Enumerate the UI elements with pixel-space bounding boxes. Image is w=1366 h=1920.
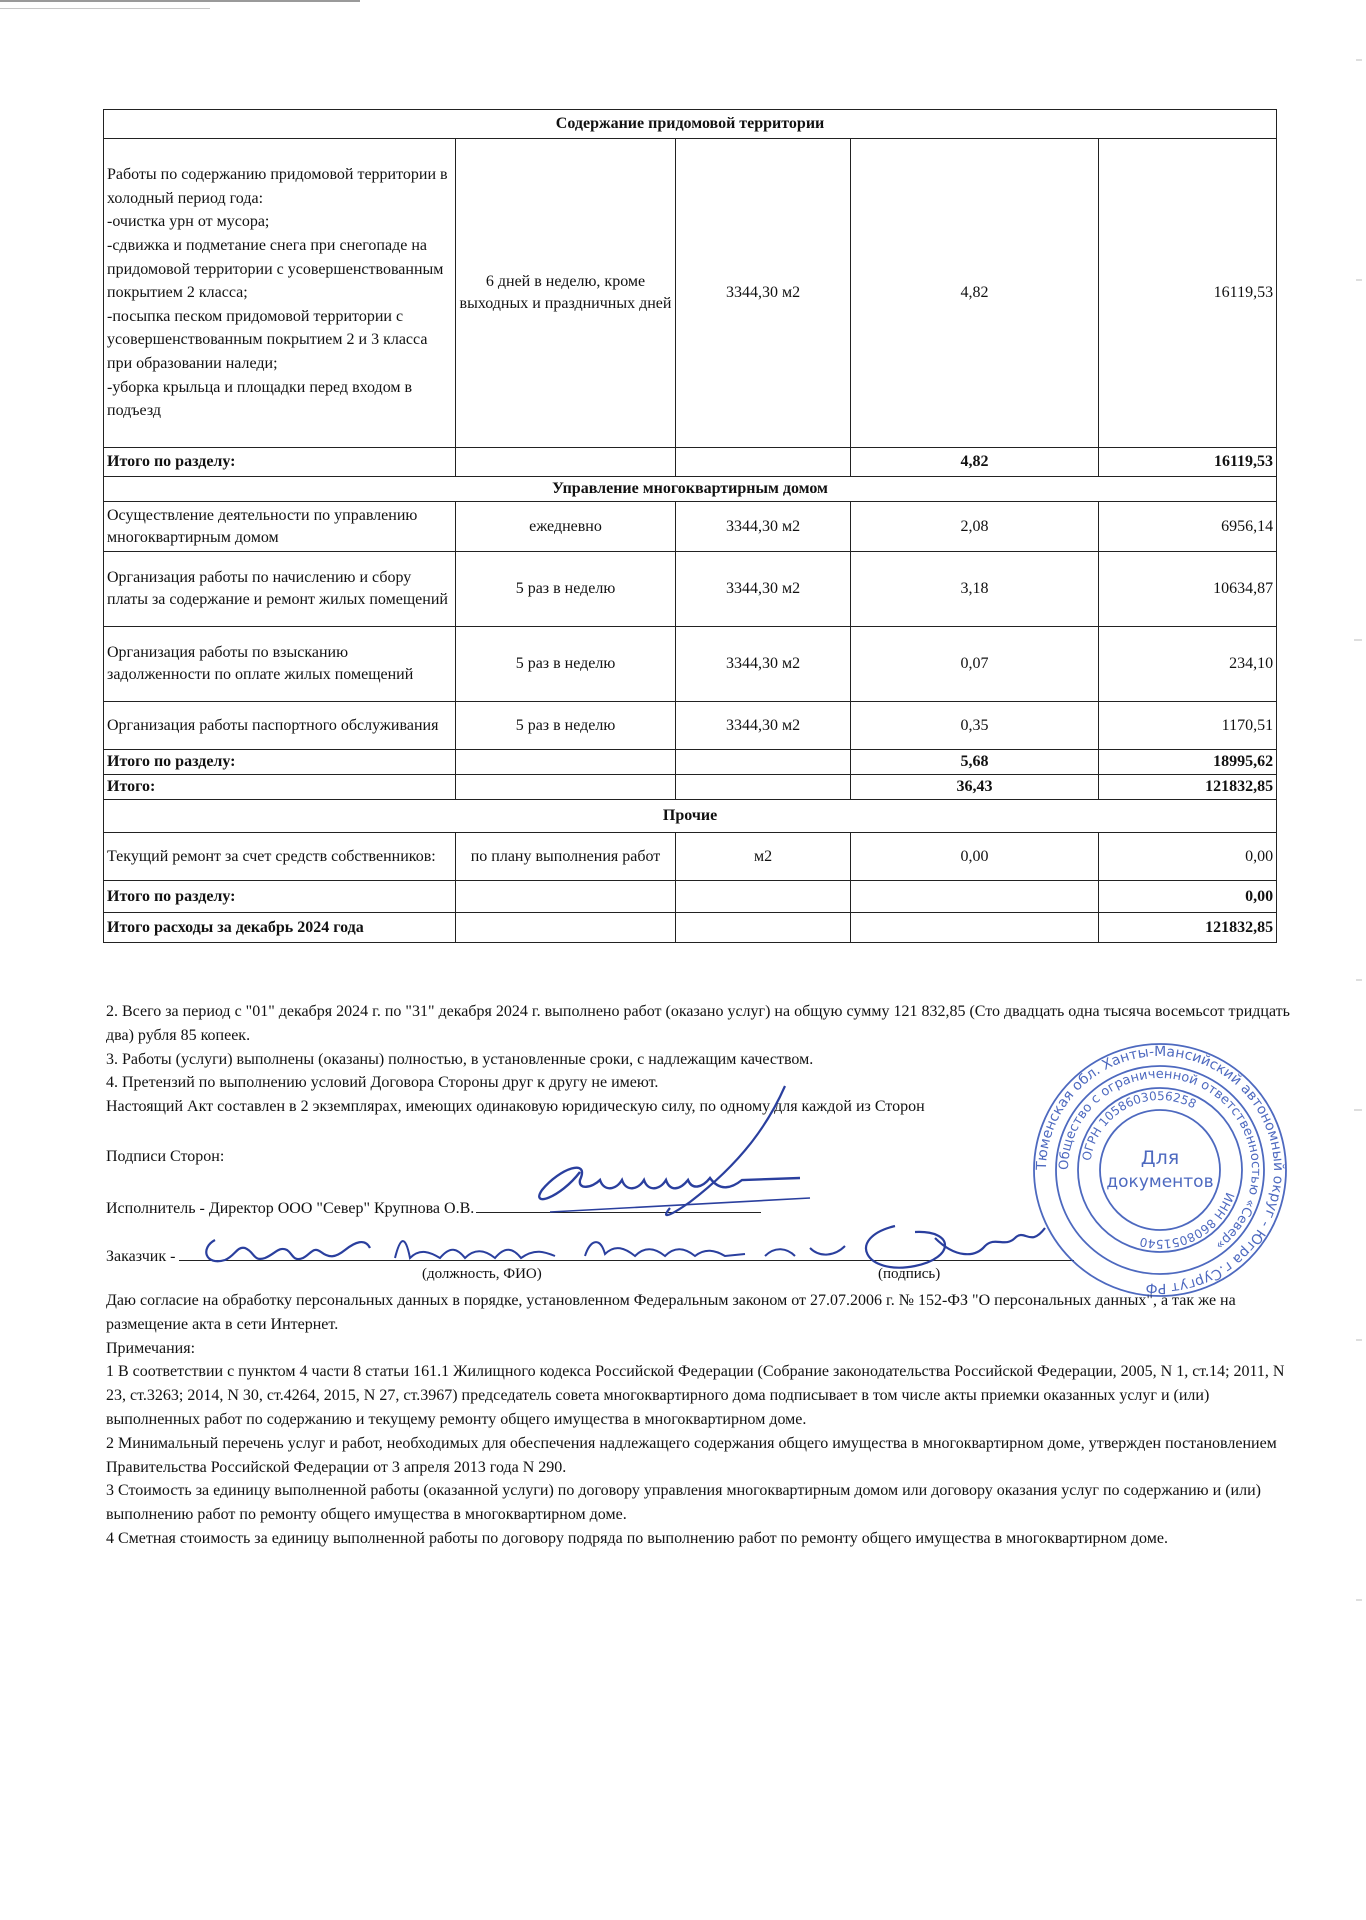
total-sum: 121832,85 xyxy=(1099,775,1277,800)
work-frequency: ежедневно xyxy=(456,502,676,552)
stamp-center-line2: документов xyxy=(1106,1172,1214,1192)
work-description: Организация работы по взысканию задолженности по оплате жилых помещений xyxy=(104,627,456,702)
stamp-middle-text: Общество с ограниченной ответственностью «Север» xyxy=(1056,1066,1264,1253)
scan-edge-line xyxy=(0,8,210,9)
note-2: 2 Минимальный перечень услуг и работ, необходимых для обеспечения надлежащего содержания общего имущества в многоквартирном доме, утвержден постановлением Правительства Российской Федерации от 3 апреля 2013 года N 290. xyxy=(106,1434,1277,1476)
empty-cell xyxy=(456,913,676,943)
subtotal-sum: 0,00 xyxy=(1099,881,1277,913)
empty-cell xyxy=(456,750,676,775)
work-rate: 3,18 xyxy=(851,552,1099,627)
work-area: 3344,30 м2 xyxy=(676,552,851,627)
consent-text: Даю согласие на обработку персональных данных в порядке, установленном Федеральным законом от 27.07.2006 г. № 152-ФЗ "О персональных данных", а так же на размещение акта в сети Интернет. xyxy=(106,1292,1236,1333)
stamp-ogrn: ОГРН 1058603056258 xyxy=(1079,1088,1199,1162)
empty-cell xyxy=(676,448,851,477)
subtotal-label: Итого по разделу: xyxy=(104,448,456,477)
empty-cell xyxy=(676,750,851,775)
grand-total-sum: 121832,85 xyxy=(1099,913,1277,943)
position-hint: (должность, ФИО) xyxy=(422,1266,542,1282)
signature-hint: (подпись) xyxy=(878,1266,941,1282)
empty-cell xyxy=(456,775,676,800)
empty-cell xyxy=(676,881,851,913)
work-rate: 4,82 xyxy=(851,139,1099,448)
executor-signature xyxy=(520,1080,830,1230)
works-table xyxy=(103,109,1277,943)
work-frequency: 5 раз в неделю xyxy=(456,627,676,702)
work-rate: 0,07 xyxy=(851,627,1099,702)
customer-signature xyxy=(195,1218,1075,1278)
work-description: Работы по содержанию придомовой территории в холодный период года: -очистка урн от мусора; -сдвижка и подметание снега при снегопаде на придомовой территории с усовершенствованным покрытием 2 класса; -посыпка песком придомовой территории с усовершенствованным покрытием 2 и 3 класса при образовании наледи; -уборка крыльца и площадки перед входом в подъезд xyxy=(104,139,456,448)
work-sum: 234,10 xyxy=(1099,627,1277,702)
paragraph-quality: 3. Работы (услуги) выполнены (оказаны) полностью, в установленные сроки, с надлежащим качеством. xyxy=(106,1050,814,1068)
empty-cell xyxy=(676,913,851,943)
work-area: 3344,30 м2 xyxy=(676,139,851,448)
work-frequency: 5 раз в неделю xyxy=(456,702,676,750)
paragraph-total-amount: 2. Всего за период с "01" декабря 2024 г. по "31" декабря 2024 г. выполнено работ (оказано услуг) на общую сумму 121 832,85 (Сто двадцать одна тысяча восемьсот тридцать два) рубля 85 копеек. xyxy=(106,1003,1290,1044)
empty-cell xyxy=(456,448,676,477)
section-title: Управление многоквартирным домом xyxy=(104,477,1277,502)
total-rate: 36,43 xyxy=(851,775,1099,800)
empty-cell xyxy=(456,881,676,913)
work-description: Организация работы паспортного обслуживания xyxy=(104,702,456,750)
work-rate: 2,08 xyxy=(851,502,1099,552)
work-rate: 0,00 xyxy=(851,833,1099,881)
paragraph-claims: 4. Претензий по выполнению условий Договора Стороны друг к другу не имеют. xyxy=(106,1074,659,1092)
empty-cell xyxy=(851,881,1099,913)
grand-total-label: Итого расходы за декабрь 2024 года xyxy=(104,913,456,943)
work-frequency: 5 раз в неделю xyxy=(456,552,676,627)
subtotal-label: Итого по разделу: xyxy=(104,750,456,775)
work-sum: 6956,14 xyxy=(1099,502,1277,552)
work-area: м2 xyxy=(676,833,851,881)
total-label: Итого: xyxy=(104,775,456,800)
work-description: Организация работы по начислению и сбору платы за содержание и ремонт жилых помещений xyxy=(104,552,456,627)
work-area: 3344,30 м2 xyxy=(676,627,851,702)
work-sum: 16119,53 xyxy=(1099,139,1277,448)
notes-block xyxy=(106,1289,1306,1551)
subtotal-rate: 5,68 xyxy=(851,750,1099,775)
executor-label: Исполнитель - Директор ООО "Север" Крупнова О.В. xyxy=(106,1200,475,1217)
scan-edge-marks xyxy=(1326,0,1366,1920)
work-sum: 0,00 xyxy=(1099,833,1277,881)
subtotal-rate: 4,82 xyxy=(851,448,1099,477)
note-1: 1 В соответствии с пунктом 4 части 8 статьи 161.1 Жилищного кодекса Российской Федерации (Собрание законодательства Российской Федерации, 2005, N 1, ст.14; 2011, N 23, ст.3263; 2014, N 30, ст.4264, 2015, N 27, ст.3967) председатель совета многоквартирного дома подписывает в том числе акты приемки оказанных услуг и (или) выполненных работ по содержанию и текущему ремонту общего имущества в многоквартирном доме. xyxy=(106,1363,1285,1428)
work-description: Текущий ремонт за счет средств собственников: xyxy=(104,833,456,881)
work-description: Осуществление деятельности по управлению многоквартирным домом xyxy=(104,502,456,552)
work-area: 3344,30 м2 xyxy=(676,502,851,552)
signatures-title: Подписи Сторон: xyxy=(106,1148,225,1165)
work-rate: 0,35 xyxy=(851,702,1099,750)
customer-label: Заказчик - xyxy=(106,1248,176,1265)
section-title: Прочие xyxy=(104,800,1277,833)
stamp-outer-text: Тюменская обл. Ханты-Мансийский автономный округ - Югра г.Сургут РФ xyxy=(1033,1043,1287,1297)
work-sum: 1170,51 xyxy=(1099,702,1277,750)
work-frequency: 6 дней в неделю, кроме выходных и праздничных дней xyxy=(456,139,676,448)
stamp-center-line1: Для xyxy=(1140,1147,1180,1169)
empty-cell xyxy=(676,775,851,800)
work-area: 3344,30 м2 xyxy=(676,702,851,750)
notes-title: Примечания: xyxy=(106,1339,196,1357)
subtotal-sum: 18995,62 xyxy=(1099,750,1277,775)
work-frequency: по плану выполнения работ xyxy=(456,833,676,881)
stamp-inn: ИНН 8608051540 xyxy=(1138,1190,1237,1252)
subtotal-label: Итого по разделу: xyxy=(104,881,456,913)
note-3: 3 Стоимость за единицу выполненной работы (оказанной услуги) по договору управления многоквартирным домом или договору оказания услуг по содержанию и (или) выполнению работ по ремонту общего имущества в многоквартирном доме. xyxy=(106,1482,1261,1524)
paragraph-copies: Настоящий Акт составлен в 2 экземплярах, имеющих одинаковую юридическую силу, по одному для каждой из Сторон xyxy=(106,1098,925,1116)
note-4: 4 Сметная стоимость за единицу выполненной работы по договору подряда по выполнению работ по ремонту общего имущества в многоквартирном доме. xyxy=(106,1529,1168,1547)
scan-edge-line xyxy=(0,0,360,2)
subtotal-sum: 16119,53 xyxy=(1099,448,1277,477)
organization-stamp xyxy=(1030,1040,1290,1300)
work-sum: 10634,87 xyxy=(1099,552,1277,627)
section-title: Содержание придомовой территории xyxy=(104,110,1277,139)
empty-cell xyxy=(851,913,1099,943)
